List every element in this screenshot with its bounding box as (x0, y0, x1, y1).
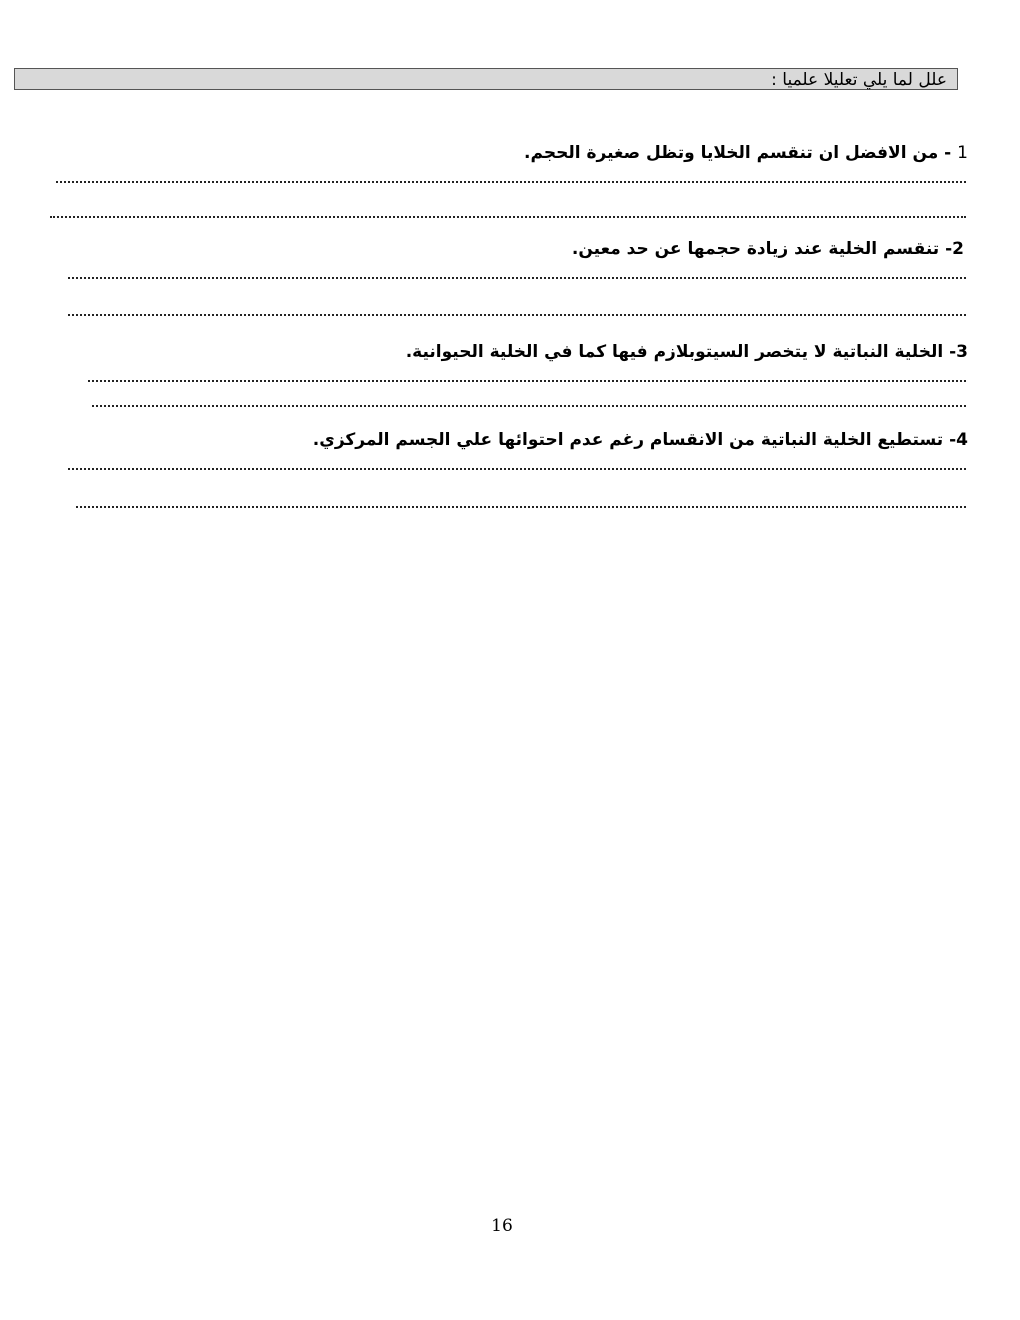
question-1 (524, 142, 968, 164)
answer-line-3a[interactable] (88, 380, 966, 382)
answer-line-1b[interactable] (50, 216, 966, 218)
question-2-text: تنقسم الخلية عند زيادة حجمها عن حد معين. (571, 239, 940, 259)
question-3-number: 3- (949, 342, 968, 362)
question-3-text: الخلية النباتية لا يتخصر السيتوبلازم فيها كما في الخلية الحيوانية. (405, 342, 944, 362)
answer-line-4a[interactable] (68, 468, 966, 470)
question-4-number: 4- (949, 430, 968, 450)
instructions-heading: علل لما يلي تعليلا علميا : (771, 70, 947, 90)
answer-line-2a[interactable] (68, 277, 966, 279)
answer-line-3b[interactable] (92, 405, 966, 407)
question-2 (572, 238, 964, 260)
question-4 (313, 429, 968, 451)
question-1-number: 1 (957, 143, 968, 163)
question-3 (406, 341, 968, 363)
answer-line-1a[interactable] (56, 181, 966, 183)
question-4-text: تستطيع الخلية النباتية من الانقسام رغم عدم احتوائها علي الجسم المركزي. (312, 430, 944, 450)
answer-line-2b[interactable] (68, 314, 966, 316)
page-number: 16 (491, 1216, 513, 1236)
question-1-separator: - (938, 143, 958, 163)
question-1-text: من الافضل ان تنقسم الخلايا وتظل صغيرة الحجم. (524, 143, 939, 163)
instructions-heading-box (14, 68, 958, 90)
answer-line-4b[interactable] (76, 506, 966, 508)
question-2-number: 2- (945, 239, 964, 259)
